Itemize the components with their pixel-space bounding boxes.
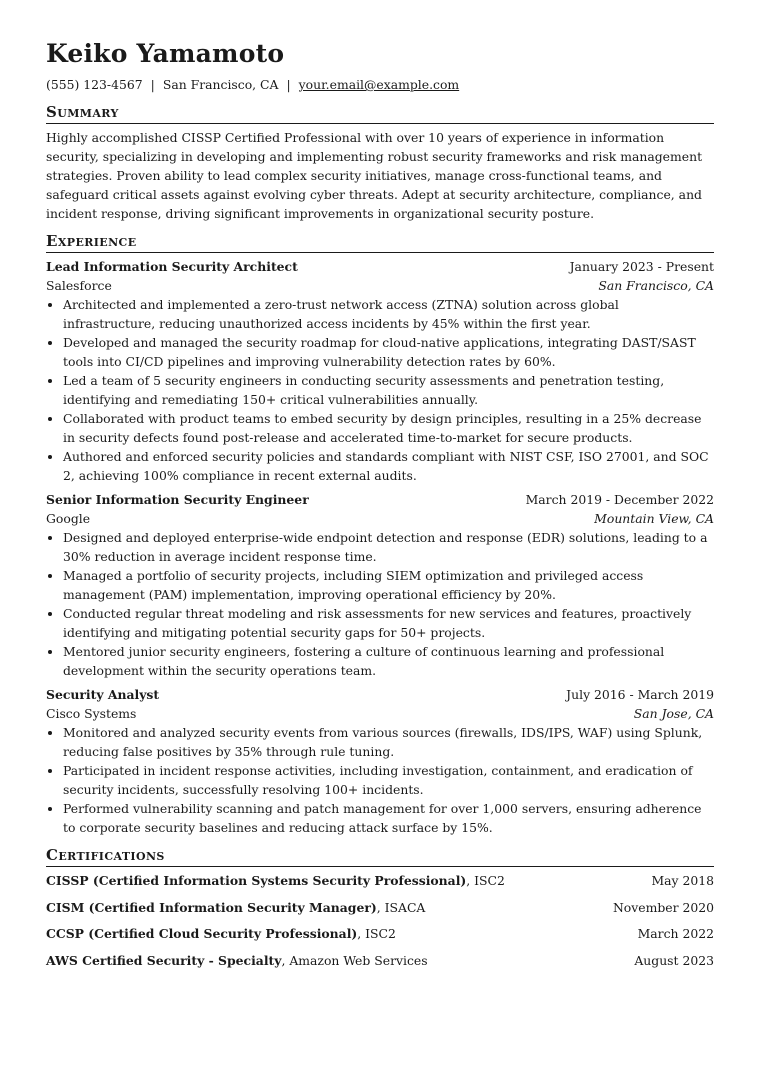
summary-heading: Summary xyxy=(46,102,714,124)
certification-row xyxy=(46,871,714,890)
job-location: San Jose, CA xyxy=(633,706,714,721)
certification-date: May 2018 xyxy=(651,873,714,888)
certification-label xyxy=(46,898,425,917)
phone-number: (555) 123-4567 xyxy=(46,77,143,92)
job-bullet: • Performed vulnerability scanning and patch management for over 1,000 servers, ensuring adherence to corporate security baselines and reducing attack surface by 15%. xyxy=(63,799,714,837)
certification-row xyxy=(46,924,714,943)
candidate-name: Keiko Yamamoto xyxy=(46,39,285,68)
job-dates: March 2019 - December 2022 xyxy=(525,492,714,507)
job-bullet: • Monitored and analyzed security events from various sources (firewalls, IDS/IPS, WAF) using Splunk, reducing false positives by 35% through rule tuning. xyxy=(63,723,714,761)
job-bullet: • Designed and deployed enterprise-wide endpoint detection and response (EDR) solutions, leading to a 30% reduction in average incident response time. xyxy=(63,528,714,566)
certification-date: August 2023 xyxy=(634,952,714,968)
contact-separator: | xyxy=(150,77,155,92)
experience-heading: Experience xyxy=(46,231,714,253)
job-bullets xyxy=(46,528,714,680)
job-location: Mountain View, CA xyxy=(594,511,714,526)
job-location: San Francisco, CA xyxy=(598,278,714,293)
job-company: Cisco Systems xyxy=(46,706,137,721)
certification-issuer: , Amazon Web Services xyxy=(281,952,428,968)
job-title: Lead Information Security Architect xyxy=(46,259,298,274)
job-entry xyxy=(46,685,714,837)
job-bullet: • Managed a portfolio of security projects, including SIEM optimization and privileged access management (PAM) implementation, improving operational efficiency by 20%. xyxy=(63,566,714,604)
certification-issuer: , ISACA xyxy=(376,899,426,915)
job-company-row xyxy=(46,509,714,528)
job-company-row xyxy=(46,276,714,295)
certification-label xyxy=(46,924,396,943)
contact-line xyxy=(46,76,714,94)
location: San Francisco, CA xyxy=(162,77,279,92)
job-bullet: • Conducted regular threat modeling and risk assessments for new services and features, proactively identifying and mitigating potential security gaps for 50+ projects. xyxy=(63,604,714,642)
job-company-row xyxy=(46,704,714,723)
job-bullet: • Led a team of 5 security engineers in conducting security assessments and penetration testing, identifying and remediating 150+ critical vulnerabilities annually. xyxy=(63,371,714,409)
certifications-list xyxy=(46,871,714,970)
job-bullets xyxy=(46,295,714,485)
certification-label xyxy=(46,951,428,970)
job-bullets xyxy=(46,723,714,837)
certification-name: CCSP (Certified Cloud Security Professional) xyxy=(46,926,358,941)
experience-list xyxy=(46,257,714,837)
certification-name: CISM (Certified Information Security Manager) xyxy=(46,899,377,915)
email-link[interactable]: your.email@example.com xyxy=(298,77,460,92)
job-header-row xyxy=(46,490,714,509)
job-entry xyxy=(46,490,714,680)
certification-issuer: , ISC2 xyxy=(357,926,396,941)
certification-issuer: , ISC2 xyxy=(466,873,505,888)
certifications-heading: Certifications xyxy=(46,845,714,867)
job-dates: January 2023 - Present xyxy=(569,259,714,274)
job-company: Google xyxy=(46,511,91,526)
job-entry xyxy=(46,257,714,485)
contact-separator: | xyxy=(286,77,291,92)
certification-label xyxy=(46,871,505,890)
certification-date: November 2020 xyxy=(612,899,714,915)
job-title: Senior Information Security Engineer xyxy=(46,492,309,507)
certification-name: AWS Certified Security - Specialty xyxy=(46,952,282,968)
job-bullet: • Participated in incident response activities, including investigation, containment, and eradication of security incidents, successfully resolving 100+ incidents. xyxy=(63,761,714,799)
job-bullet: • Architected and implemented a zero-trust network access (ZTNA) solution across global infrastructure, reducing unauthorized access incidents by 45% within the first year. xyxy=(63,295,714,333)
job-title: Security Analyst xyxy=(46,687,160,702)
job-bullet: • Authored and enforced security policies and standards compliant with NIST CSF, ISO 27001, and SOC 2, achieving 100% compliance in recent external audits. xyxy=(63,447,714,485)
job-bullet: • Collaborated with product teams to embed security by design principles, resulting in a 25% decrease in security defects found post-release and accelerated time-to-market for secure products. xyxy=(63,409,714,447)
job-company: Salesforce xyxy=(46,278,112,293)
certification-date: March 2022 xyxy=(637,926,714,941)
job-header-row xyxy=(46,685,714,704)
certification-row xyxy=(46,898,714,917)
resume-page xyxy=(46,38,714,977)
job-bullet: • Developed and managed the security roadmap for cloud-native applications, integrating DAST/SAST tools into CI/CD pipelines and improving vulnerability detection rates by 60%. xyxy=(63,333,714,371)
job-dates: July 2016 - March 2019 xyxy=(566,687,714,702)
certification-row xyxy=(46,951,714,970)
summary-text: Highly accomplished CISSP Certified Professional with over 10 years of experience in information security, specializing in developing and implementing robust security frameworks and risk management strategies. Proven ability to lead complex security initiatives, manage cross-functional teams, and safeguard critical assets against evolving cyber threats. Adept at security architecture, compliance, and incident response, driving significant improvements in organizational security posture. xyxy=(46,130,703,221)
job-bullet: • Mentored junior security engineers, fostering a culture of continuous learning and professional development within the security operations team. xyxy=(63,642,714,680)
certification-name: CISSP (Certified Information Systems Security Professional) xyxy=(46,873,467,888)
job-header-row xyxy=(46,257,714,276)
